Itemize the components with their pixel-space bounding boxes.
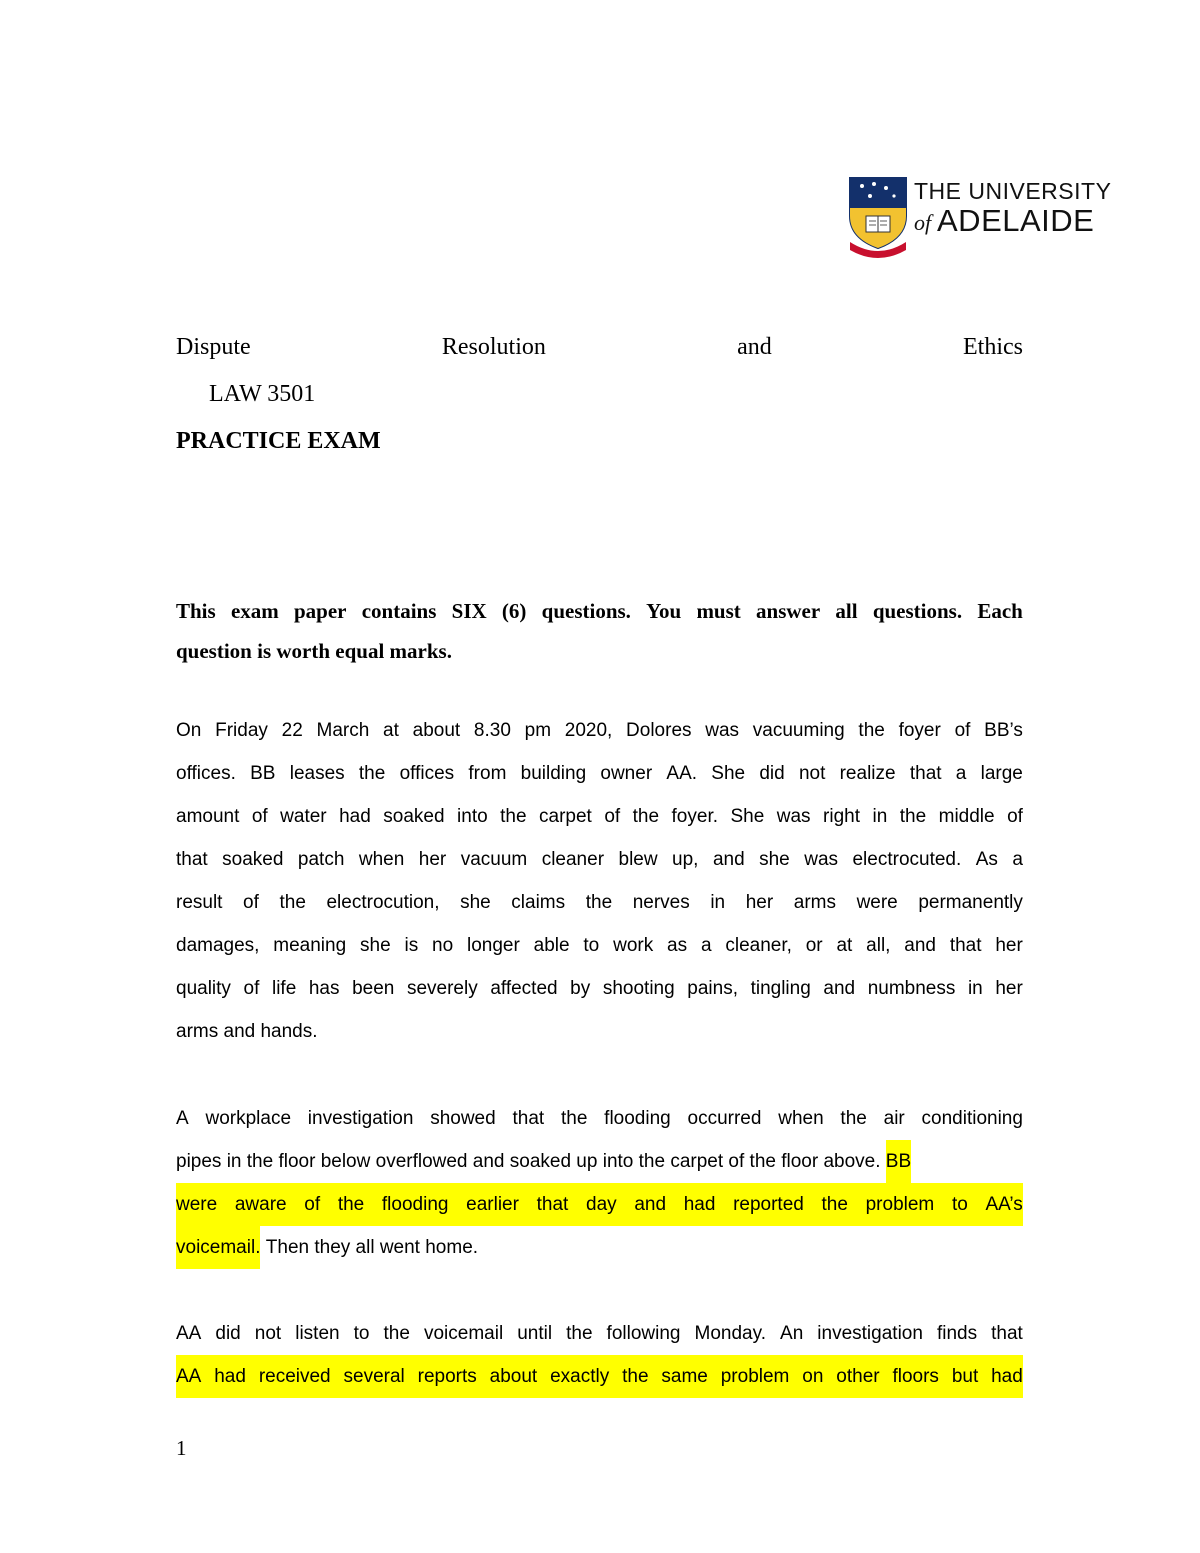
paragraph-line: that soaked patch when her vacuum cleaner blew up, and she was electrocuted. As a <box>176 849 1023 870</box>
title-word: Dispute <box>176 334 251 360</box>
instruction-word: (6) <box>501 599 527 623</box>
logo-of: of <box>914 210 932 235</box>
paragraph-line: A workplace investigation showed that the flooding occurred when the air conditioning <box>176 1108 1023 1129</box>
paragraph-line <box>176 1140 1023 1183</box>
paragraph-1 <box>176 709 1023 1053</box>
paragraph-line: offices. BB leases the offices from building owner AA. She did not realize that a large <box>176 763 1023 784</box>
logo-line-2: ADELAIDE <box>937 203 1095 238</box>
instruction-word: all <box>835 599 858 623</box>
exam-label: PRACTICE EXAM <box>176 428 381 454</box>
paragraph-line: result of the electrocution, she claims the nerves in her arms were permanently <box>176 892 1023 913</box>
instruction-word: must <box>696 599 741 623</box>
paragraph-line <box>176 1226 1023 1269</box>
highlighted-text: AA had received several reports about exactly the same problem on other floors but had <box>176 1355 1023 1398</box>
paragraph-line <box>176 1183 1023 1226</box>
paragraph-line: damages, meaning she is no longer able to work as a cleaner, or at all, and that her <box>176 935 1023 956</box>
instruction-word: questions. <box>541 599 631 623</box>
instruction-word: You <box>646 599 682 623</box>
highlighted-text: were aware of the flooding earlier that day and had reported the problem to AA’s <box>176 1183 1023 1226</box>
paragraph-line <box>176 1355 1023 1398</box>
exam-instructions <box>176 591 1023 671</box>
instruction-word: This <box>176 599 216 623</box>
paragraph-line: amount of water had soaked into the carpet of the foyer. She was right in the middle of <box>176 806 1023 827</box>
university-crest-icon <box>848 176 910 258</box>
title-word: Resolution <box>441 334 546 360</box>
paragraph-line: AA did not listen to the voicemail until the following Monday. An investigation finds that <box>176 1323 1023 1344</box>
paragraph-line: On Friday 22 March at about 8.30 pm 2020, Dolores was vacuuming the foyer of BB’s <box>176 720 1023 741</box>
instructions-line-1 <box>176 591 1023 631</box>
course-code: LAW 3501 <box>209 381 316 407</box>
title-word: and <box>737 334 772 360</box>
instruction-word: Each <box>977 599 1023 623</box>
instruction-word: exam <box>230 599 279 623</box>
title-word: Ethics <box>963 334 1023 360</box>
paragraph-line: quality of life has been severely affected by shooting pains, tingling and numbness in her <box>176 978 1023 999</box>
highlighted-text: BB <box>886 1140 911 1183</box>
instruction-word: answer <box>756 599 821 623</box>
course-title <box>176 334 1023 361</box>
instruction-word: SIX <box>451 599 487 623</box>
page-number: 1 <box>176 1436 187 1460</box>
instructions-line-2: question is worth equal marks. <box>176 639 452 663</box>
highlighted-text: voicemail. <box>176 1226 260 1269</box>
instruction-word: paper <box>294 599 347 623</box>
paragraph-2 <box>176 1097 1023 1269</box>
logo-line-1: THE UNIVERSITY <box>914 178 1112 204</box>
paragraph-3 <box>176 1312 1023 1398</box>
instruction-word: questions. <box>872 599 963 623</box>
university-logo <box>848 176 1112 258</box>
text-run: Then they all went home. <box>265 1237 479 1258</box>
paragraph-line: arms and hands. <box>176 1021 318 1042</box>
instruction-word: contains <box>361 599 437 623</box>
text-run: pipes in the floor below overflowed and soaked up into the carpet of the floor above. <box>176 1151 881 1172</box>
